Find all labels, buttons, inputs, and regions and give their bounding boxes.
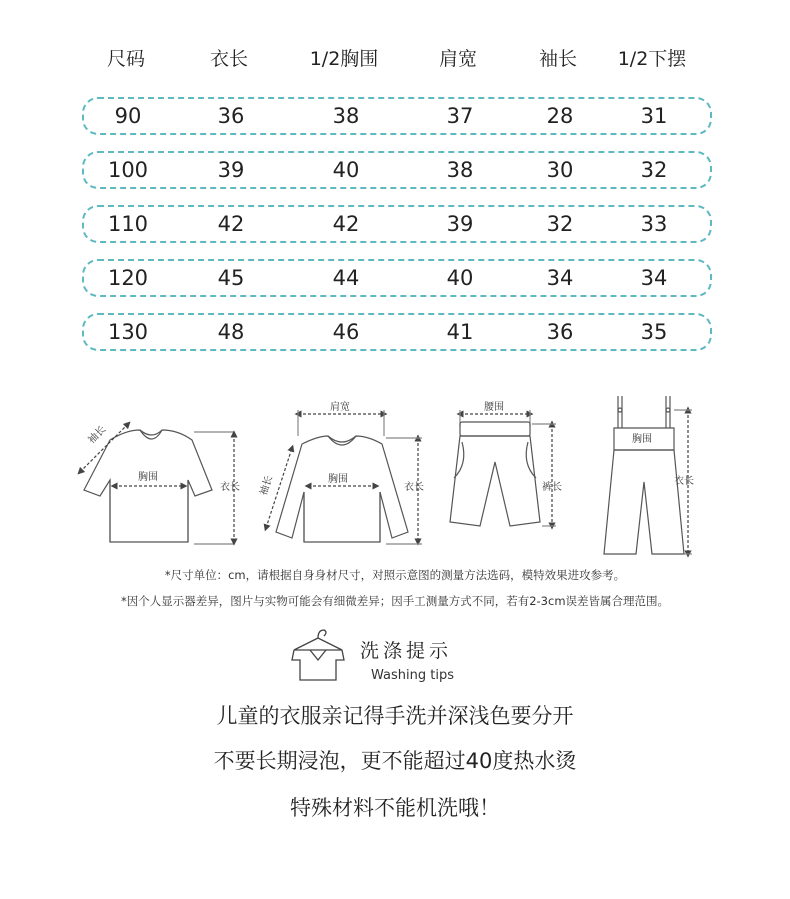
header-size: 尺码: [106, 48, 146, 70]
chest-cell: 44: [332, 266, 360, 290]
table-row: [82, 259, 712, 297]
size-cell: 90: [114, 104, 142, 128]
table-row: [82, 97, 712, 135]
sleeve-cell: 34: [546, 266, 574, 290]
hem-cell: 34: [640, 266, 668, 290]
shorts-waist-label: 腰围: [484, 402, 504, 413]
shoulder-cell: 40: [446, 266, 474, 290]
overalls-length-label: 衣长: [674, 476, 694, 487]
size-cell: 130: [107, 320, 149, 344]
hem-cell: 31: [640, 104, 668, 128]
size-note-line1: *尺寸单位：cm，请根据自身身材尺寸，对照示意图的测量方法选码，模特效果进攻参考。: [164, 568, 626, 582]
tshirt-chest-label: 胸围: [138, 472, 158, 483]
sleeve-cell: 30: [546, 158, 574, 182]
tshirt-diagram: [80, 424, 234, 544]
table-row: [82, 313, 712, 351]
washing-subtitle: Washing tips: [371, 668, 454, 683]
header-length: 衣长: [209, 48, 249, 70]
length-cell: 42: [217, 212, 245, 236]
shoulder-cell: 39: [446, 212, 474, 236]
washing-tip-2: 不要长期浸泡，更不能超过40度热水烫: [213, 749, 577, 773]
hem-cell: 35: [640, 320, 668, 344]
measurement-diagrams: [70, 392, 730, 562]
sweater-chest-label: 胸围: [328, 474, 348, 485]
length-cell: 45: [217, 266, 245, 290]
hanger-shirt-icon: [288, 624, 348, 688]
shorts-diagram: [450, 410, 556, 526]
overalls-chest-label: 胸围: [632, 434, 652, 445]
chest-cell: 40: [332, 158, 360, 182]
washing-tip-3: 特殊材料不能机洗哦！: [290, 796, 500, 820]
sleeve-cell: 28: [546, 104, 574, 128]
size-cell: 120: [107, 266, 149, 290]
sweater-sleeve-label: 袖长: [258, 474, 276, 497]
chest-cell: 42: [332, 212, 360, 236]
header-shoulder: 肩宽: [438, 48, 478, 70]
size-table-header: [82, 40, 712, 78]
header-half-chest: 1/2胸围: [309, 48, 379, 70]
shoulder-cell: 41: [446, 320, 474, 344]
measurement-diagrams-svg: [70, 392, 730, 562]
shoulder-cell: 37: [446, 104, 474, 128]
length-cell: 48: [217, 320, 245, 344]
size-cell: 110: [107, 212, 149, 236]
chest-cell: 38: [332, 104, 360, 128]
hem-cell: 33: [640, 212, 668, 236]
washing-tip-1: 儿童的衣服亲记得手洗并深浅色要分开: [216, 704, 574, 728]
overalls-diagram: [604, 396, 692, 554]
header-half-hem: 1/2下摆: [617, 48, 687, 70]
chest-cell: 46: [332, 320, 360, 344]
length-cell: 36: [217, 104, 245, 128]
washing-title: 洗涤提示: [360, 640, 453, 662]
sweater-shoulder-label: 肩宽: [330, 402, 350, 413]
hem-cell: 32: [640, 158, 668, 182]
size-cell: 100: [107, 158, 149, 182]
size-note-line2: *因个人显示器差异，图片与实物可能会有细微差异；因手工测量方式不同，若有2-3cm误差皆属合理范围。: [120, 594, 670, 608]
sleeve-cell: 32: [546, 212, 574, 236]
tshirt-sleeve-label: 袖长: [86, 424, 109, 447]
table-row: [82, 205, 712, 243]
shorts-length-label: 裤长: [542, 482, 562, 493]
sleeve-cell: 36: [546, 320, 574, 344]
sweater-length-label: 衣长: [404, 482, 424, 493]
length-cell: 39: [217, 158, 245, 182]
shoulder-cell: 38: [446, 158, 474, 182]
tshirt-length-label: 衣长: [220, 482, 240, 493]
header-sleeve: 袖长: [538, 48, 578, 70]
table-row: [82, 151, 712, 189]
